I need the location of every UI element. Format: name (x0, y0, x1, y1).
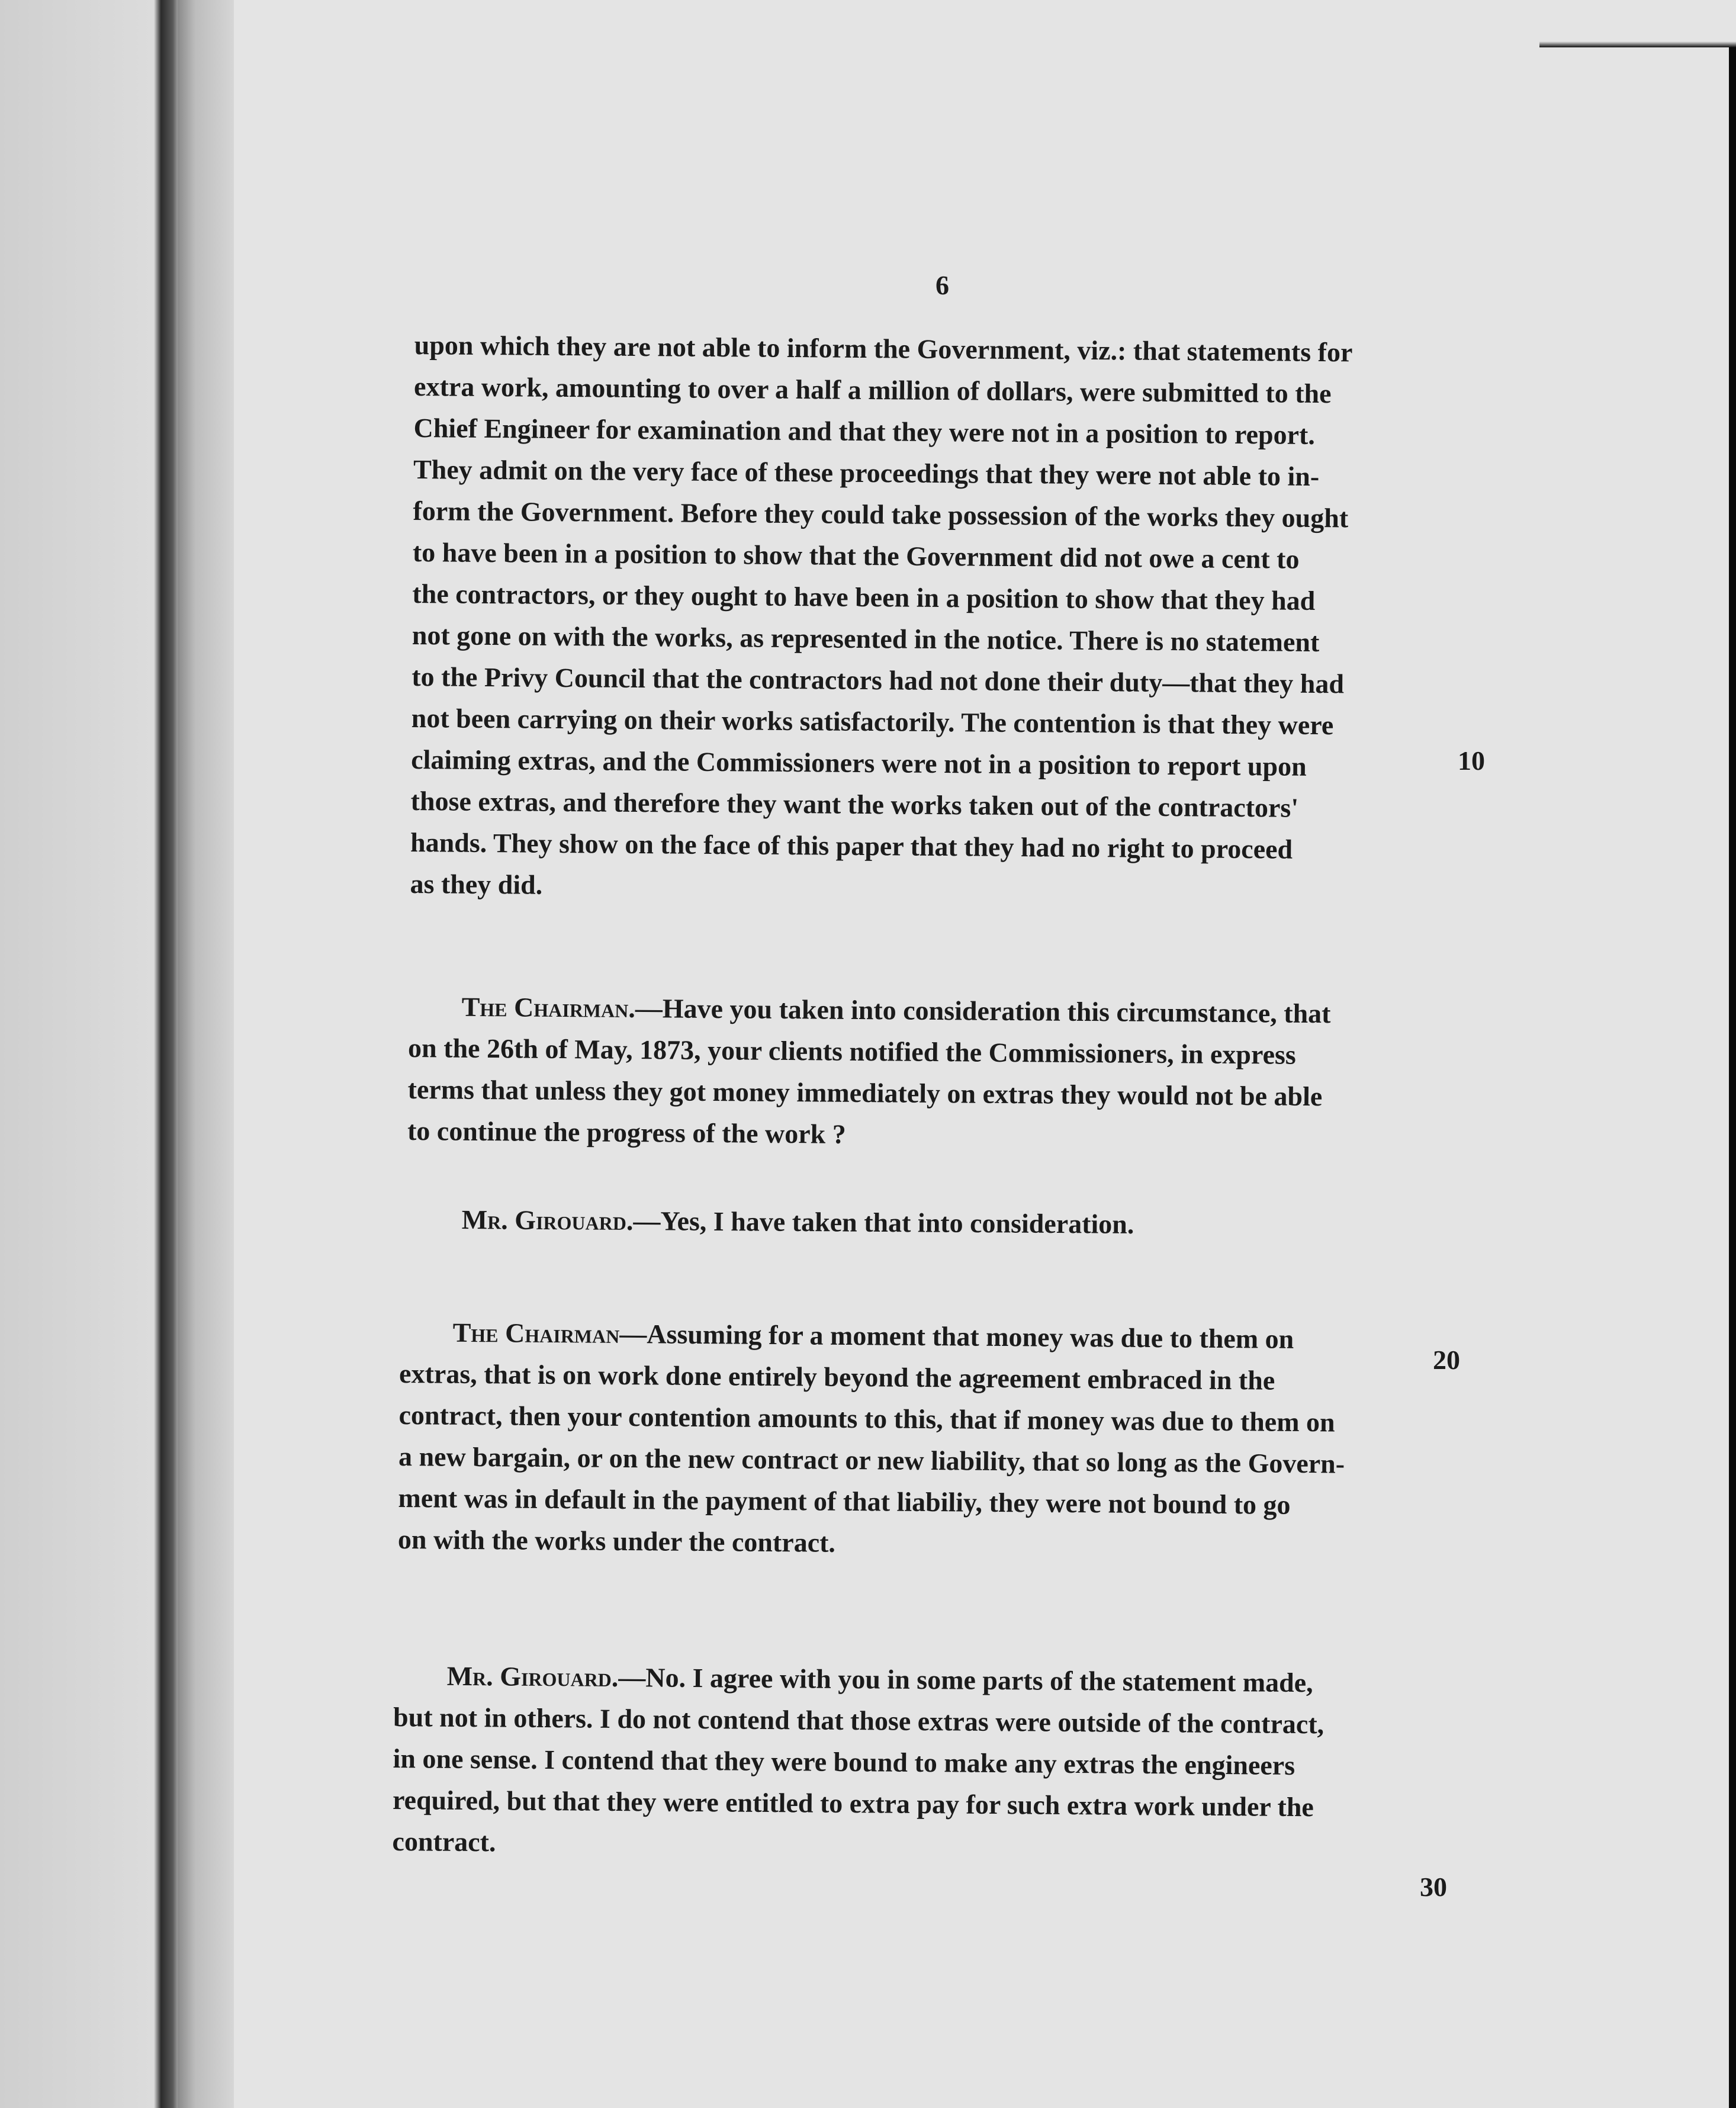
text-line: but not in others. I do not contend that those extras were outside of the contract, (393, 1701, 1324, 1740)
paragraph-girouard-reply (462, 1199, 1409, 1247)
page-number: 6 (935, 270, 949, 300)
paragraph-argument (410, 324, 1468, 913)
text-line: to have been in a position to show that the Government did not owe a cent to (412, 536, 1300, 574)
line-number-margin: 30 (1420, 1872, 1447, 1902)
text-line: contract. (392, 1826, 496, 1858)
text-line: form the Government. Before they could take possession of the works they ought (413, 495, 1349, 534)
text-line: on the 26th of May, 1873, your clients notified the Commissioners, in express (407, 1032, 1297, 1070)
text-line: those extras, and therefore they want the works taken out of the contractors' (410, 785, 1299, 823)
paragraph-chairman-question (407, 986, 1451, 1160)
text-line: required, but that they were entitled to extra pay for such extra work under the (392, 1784, 1314, 1823)
text-line: as they did. (410, 868, 543, 900)
text-line: extra work, amounting to over a half a million of dollars, were submitted to the (413, 371, 1332, 409)
speaker-name: The Chairman. (461, 991, 636, 1024)
text-line: terms that unless they got money immediately on extras they would not be able (407, 1074, 1323, 1112)
text-line: claiming extras, and the Commissioners were not in a position to report upon (411, 744, 1307, 782)
text-line: not been carrying on their works satisfactorily. The contention is that they were (411, 702, 1334, 741)
speech-text: —No. I agree with you in some parts of the statement made, (618, 1662, 1313, 1698)
text-line: ment was in default in the payment of that liabiliy, they were not bound to go (398, 1482, 1291, 1520)
paragraph-girouard-answer (392, 1655, 1424, 1871)
text-line: They admit on the very face of these proceedings that they were not able to in- (413, 454, 1320, 492)
text-line: the contractors, or they ought to have been in a position to show that they had (412, 578, 1316, 616)
speaker-name: The Chairman (452, 1317, 620, 1349)
speaker-name: Mr. Girouard. (446, 1660, 619, 1692)
paragraph-chairman-assumption (398, 1312, 1442, 1569)
text-line: contract, then your contention amounts to this, that if money was due to them on (398, 1399, 1335, 1438)
text-line (462, 1199, 1409, 1247)
line-number-margin: 10 (1458, 745, 1485, 776)
text-line: upon which they are not able to inform the Government, viz.: that statements for (414, 329, 1353, 368)
text-line: not gone on with the works, as represented in the notice. There is no statement (412, 619, 1320, 658)
text-line: in one sense. I contend that they were bound to make any extras the engineers (393, 1743, 1295, 1781)
text-line: to the Privy Council that the contractors had not done their duty—that they had (412, 661, 1345, 699)
speech-text: —Assuming for a moment that money was due to them on (619, 1318, 1294, 1354)
text-line: on with the works under the contract. (397, 1524, 836, 1558)
speech-text: —Have you taken into consideration this circumstance, that (635, 993, 1331, 1029)
speech-text: —Yes, I have taken that into consideration. (633, 1206, 1134, 1239)
text-line: hands. They show on the face of this paper that they had no right to proceed (410, 827, 1293, 865)
line-number-margin: 20 (1433, 1345, 1460, 1375)
text-line: extras, that is on work done entirely beyond the agreement embraced in the (398, 1358, 1275, 1396)
text-line: Chief Engineer for examination and that they were not in a position to report. (413, 412, 1316, 450)
speaker-name: Mr. Girouard. (461, 1204, 634, 1236)
text-line: to continue the progress of the work ? (407, 1115, 846, 1149)
text-line: a new bargain, or on the new contract or new liability, that so long as the Govern- (398, 1441, 1345, 1479)
